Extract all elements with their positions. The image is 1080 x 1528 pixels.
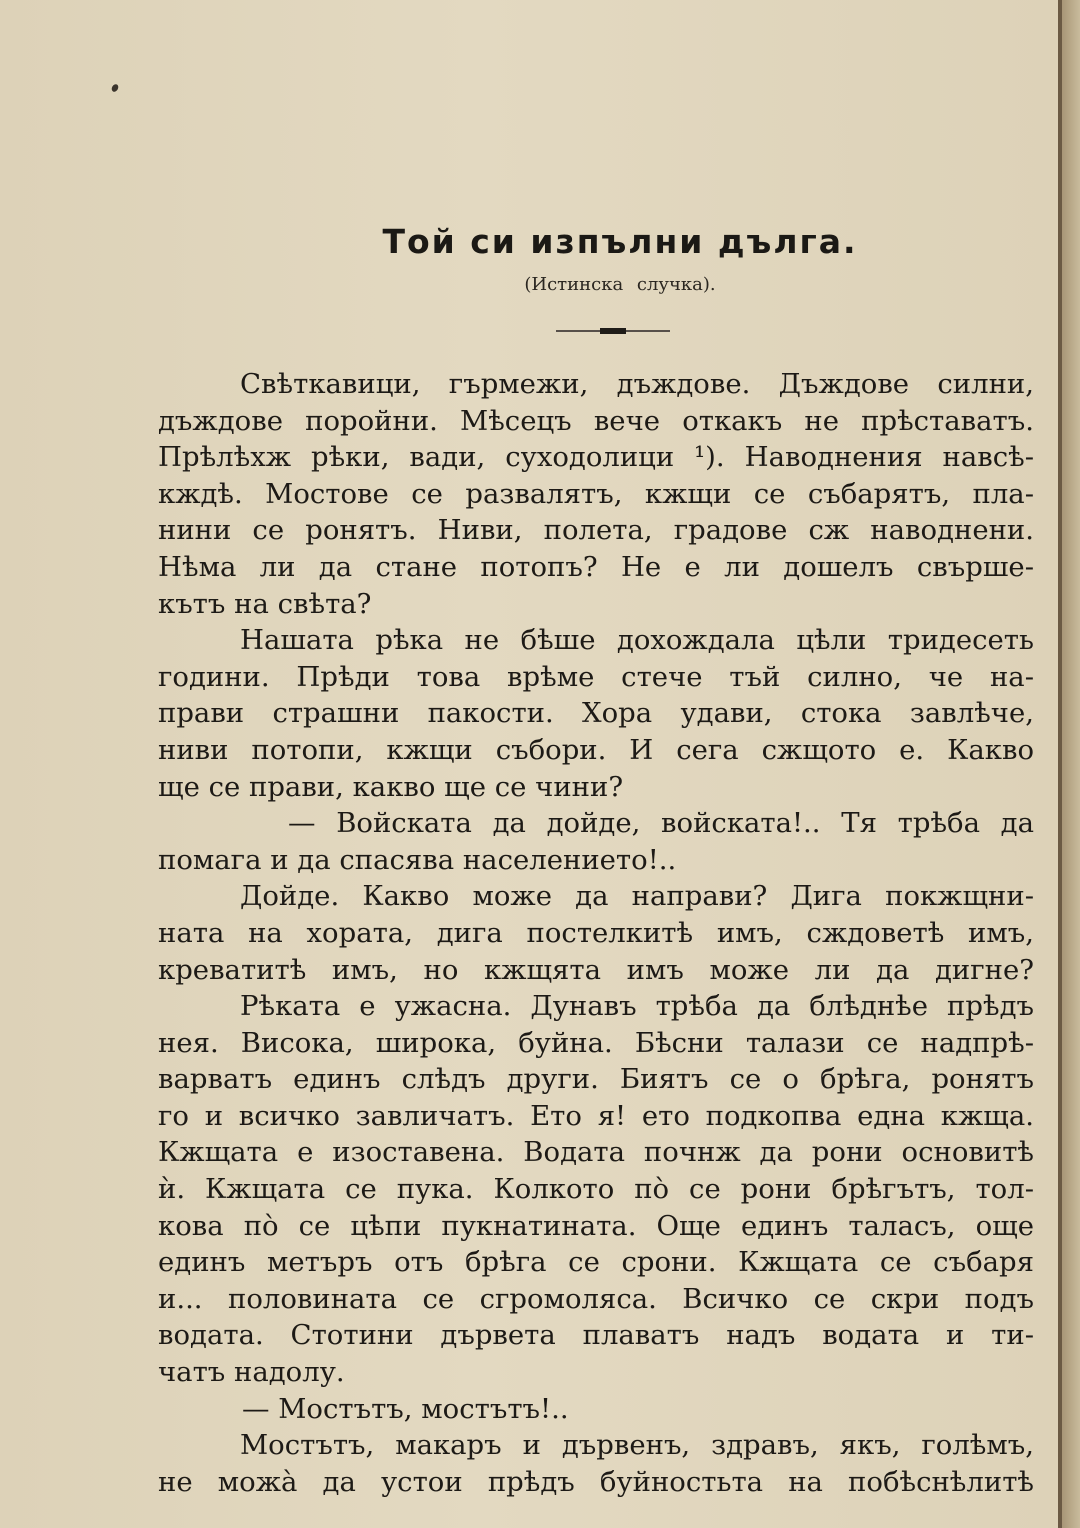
text-line: кова пò се цѣпи пукнатината. Още единъ таласъ, още [158,1209,1034,1242]
text-line: ниви потопи, кжщи събори. И сега сжщото е. Какво [158,733,1034,766]
text-line: кждѣ. Мостове се развалятъ, кжщи се събарятъ, пла- [158,477,1034,510]
text-line: единъ метъръ отъ брѣга се срони. Кжщата се събаря [158,1246,1034,1279]
text-line: ѝ. Кжщата се пука. Колкото пò се рони брѣгътъ, тол- [158,1173,1034,1206]
text-line: не можà да устои прѣдъ буйностьта на побѣснѣлитѣ [158,1465,1034,1498]
text-line: — Мостътъ, мостътъ!.. [242,1392,569,1425]
text-line: — Войската да дойде, войската!.. Тя трѣба да [288,807,1034,840]
section-divider-ornament [600,328,626,334]
text-line: варватъ единъ слѣдъ други. Биятъ се о брѣга, ронятъ [158,1063,1034,1096]
ink-speck [110,83,119,93]
text-line: години. Прѣди това врѣме стече тъй силно, че на- [158,660,1034,693]
page-gutter-shadow [1062,0,1080,1528]
text-line: Кжщата е изоставена. Водата почнж да рони основитѣ [158,1136,1034,1169]
text-line: помага и да спасява населението!.. [158,843,677,876]
text-line: креватитѣ имъ, но кжщята имъ може ли да дигне? [158,953,1034,986]
text-line: Рѣката е ужасна. Дунавъ трѣба да блѣднѣе прѣдъ [240,990,1034,1023]
article-title: Той си изпълни дълга. [382,222,858,261]
text-line: Прѣлѣхж рѣки, вади, суходолици ¹). Наводнения навсѣ- [158,441,1034,474]
text-line: Мостътъ, макаръ и дървенъ, здравъ, якъ, голѣмъ, [240,1429,1034,1462]
text-line: ще се прави, какво ще се чини? [158,770,624,803]
article-subtitle: (Истинска случка). [524,274,716,295]
text-line: прави страшни пакости. Хора удави, стока завлѣче, [158,697,1034,730]
article-body [158,366,1034,1500]
text-line: го и всичко завличатъ. Ето я! ето подкопва една кжща. [158,1099,1034,1132]
text-line: Дойде. Какво може да направи? Дига покжщни- [240,880,1034,913]
text-line: Нашата рѣка не бѣше дохождала цѣли тридесеть [240,624,1034,657]
text-line: чатъ надолу. [158,1356,345,1389]
text-line: ната на хората, дига постелкитѣ имъ, сждоветѣ имъ, [158,916,1034,949]
text-line: Свѣткавици, гърмежи, дъждове. Дъждове силни, [240,368,1034,400]
text-line: нини се ронятъ. Ниви, полета, градове сж наводнени. [158,514,1034,547]
text-line: Нѣма ли да стане потопъ? Не е ли дошелъ свърше- [158,550,1034,583]
text-line: дъждове поройни. Мѣсецъ вече откакъ не прѣставатъ. [158,404,1034,437]
text-line: и... половината се сгромоляса. Всичко се скри подъ [158,1282,1034,1315]
text-line: водата. Стотини дървета плаватъ надъ водата и ти- [158,1319,1034,1352]
text-line: кътъ на свѣта? [158,587,372,620]
text-line: нея. Висока, широка, буйна. Бѣсни талази се надпрѣ- [158,1026,1034,1059]
